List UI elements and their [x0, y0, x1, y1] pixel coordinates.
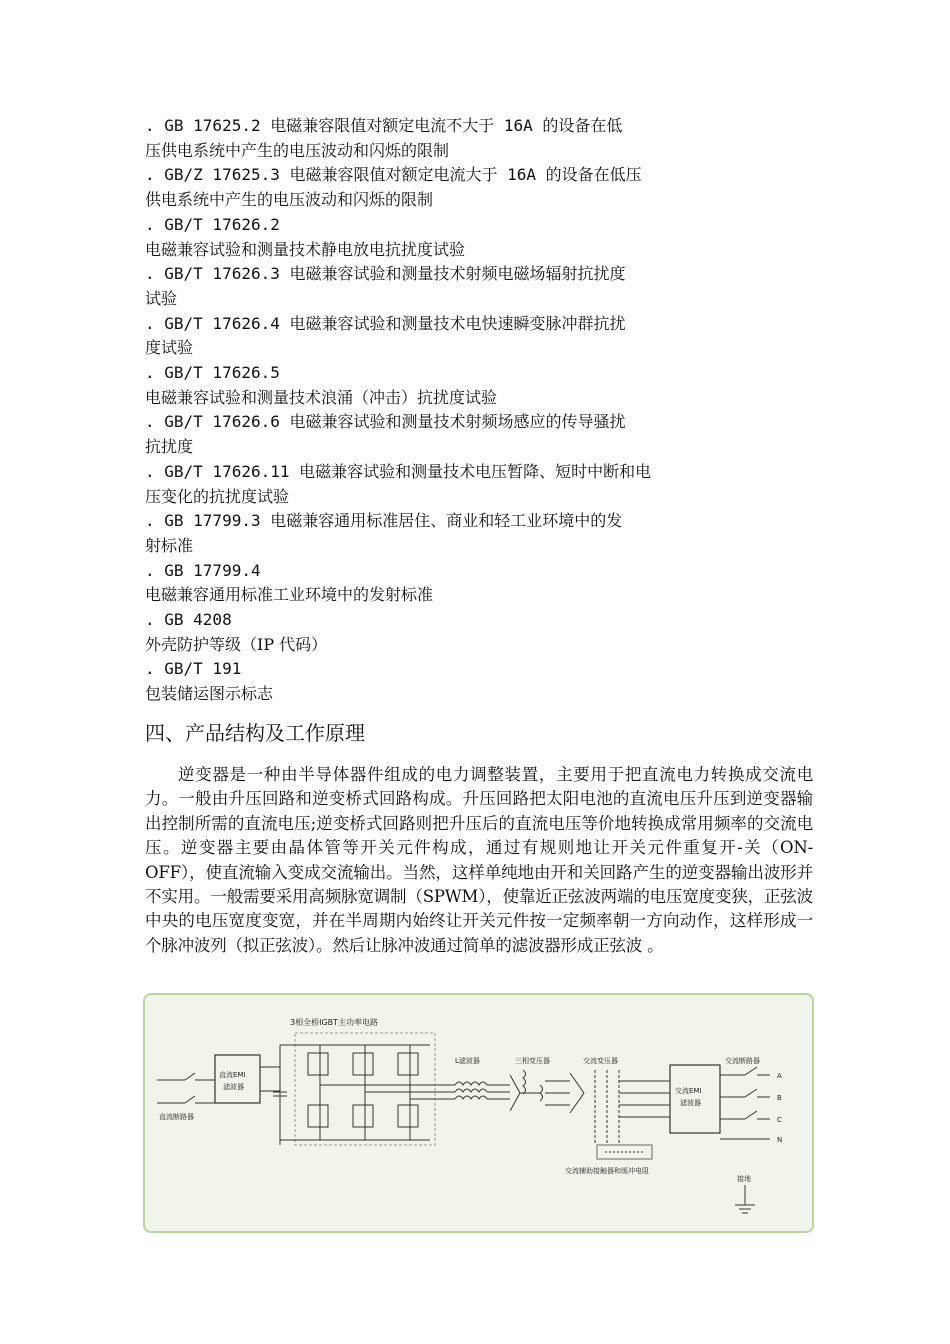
standard-code-line: . GB/T 17626.11 电磁兼容试验和测量技术电压暂降、短时中断和电	[145, 461, 652, 481]
output-b: B	[777, 1094, 782, 1102]
standard-title-line: 压变化的抗扰度试验	[145, 486, 290, 506]
contactor-label: 交流辅助接触器和缓冲电阻	[565, 1167, 649, 1175]
bridge-title: 3相全桥IGBT主功率电路	[290, 1018, 379, 1027]
standard-code-line: . GB 4208	[145, 610, 232, 629]
ac-emi-label-2: 滤波器	[680, 1099, 701, 1107]
principle-paragraph: 逆变器是一种由半导体器件组成的电力调整装置，主要用于把直流电力转换成交流电力。一般由升压回路和逆变桥式回路构成。升压回路把太阳电池的直流电压升压到逆变器输出控制所需的直流电压;逆变桥式回路则把升压后的直流电压等价地转换成常用频率的交流电压。逆变器主要由晶体管等开关元件构成，通过有规则地让开关元件重复开-关（ON-OFF），使直流输入变成交流输出。当然，这样单纯地由开和关回路产生的逆变器输出波形并不实用。一般需要采用高频脉宽调制（SPWM），使靠近正弦波两端的电压宽度变狭，正弦波中央的电压宽度变宽，并在半周期内始终让开关元件按一定频率朝一方向动作，这样形成一个脉冲波列（拟正弦波）。然后让脉冲波通过简单的滤波器形成正弦波 。	[145, 765, 813, 955]
l-filter-label: L滤波器	[455, 1057, 480, 1065]
standard-code-line: . GB/T 191	[145, 659, 242, 679]
standard-code-line: . GB/Z 17625.3 电磁兼容限值对额定电流大于 16A 的设备在低压	[145, 165, 642, 185]
standard-code-line: . GB/T 17626.3 电磁兼容试验和测量技术射频电磁场辐射抗扰度	[145, 264, 626, 284]
standard-title-line: 射标准	[145, 535, 194, 555]
dc-breaker-label: 直流断路器	[159, 1113, 194, 1121]
standard-code-line: . GB/T 17626.4 电磁兼容试验和测量技术电快速瞬变脉冲群抗扰	[145, 313, 626, 333]
output-a: A	[777, 1072, 782, 1080]
standard-title-line: 压供电系统中产生的电压波动和闪烁的限制	[145, 140, 450, 160]
output-c: C	[777, 1116, 782, 1124]
dc-emi-label-1: 直流EMI	[219, 1071, 246, 1079]
ac-emi-label-1: 交流EMI	[675, 1087, 702, 1095]
standard-title-line: 包装储运图示标志	[145, 684, 274, 704]
output-n: N	[777, 1136, 783, 1144]
inverter-circuit-diagram	[143, 993, 814, 1233]
standard-title-line: 外壳防护等级（IP 代码）	[145, 634, 328, 654]
standard-code-line: . GB 17799.3 电磁兼容通用标准居住、商业和轻工业环境中的发	[145, 511, 623, 531]
circuit-svg	[145, 995, 812, 1231]
standard-title-line: 抗扰度	[145, 437, 194, 457]
standard-title-line: 电磁兼容试验和测量技术静电放电抗扰度试验	[145, 239, 466, 259]
standard-title-line: 供电系统中产生的电压波动和闪烁的限制	[145, 190, 434, 210]
standard-code-line: . GB 17799.4	[145, 560, 261, 580]
standard-code-line: . GB 17625.2 电磁兼容限值对额定电流不大于 16A 的设备在低	[145, 116, 623, 135]
dc-emi-label-2: 滤波器	[223, 1083, 244, 1091]
standard-title-line: 度试验	[145, 338, 194, 358]
ac-transformer-label: 交流变压器	[583, 1057, 618, 1065]
standard-title-line: 试验	[145, 288, 178, 308]
ac-breaker-label: 交流断路器	[725, 1057, 760, 1065]
standard-code-line: . GB/T 17626.5	[145, 363, 280, 382]
standard-code-line: . GB/T 17626.2	[145, 214, 280, 234]
standard-title-line: 电磁兼容试验和测量技术浪涌（冲击）抗扰度试验	[145, 387, 498, 407]
three-phase-transformer-label: 三相变压器	[515, 1057, 550, 1065]
section-heading: 四、产品结构及工作原理	[145, 721, 365, 745]
ground-label: 接地	[737, 1175, 751, 1183]
standard-code-line: . GB/T 17626.6 电磁兼容试验和测量技术射频场感应的传导骚扰	[145, 412, 626, 432]
standard-title-line: 电磁兼容通用标准工业环境中的发射标准	[145, 585, 434, 605]
